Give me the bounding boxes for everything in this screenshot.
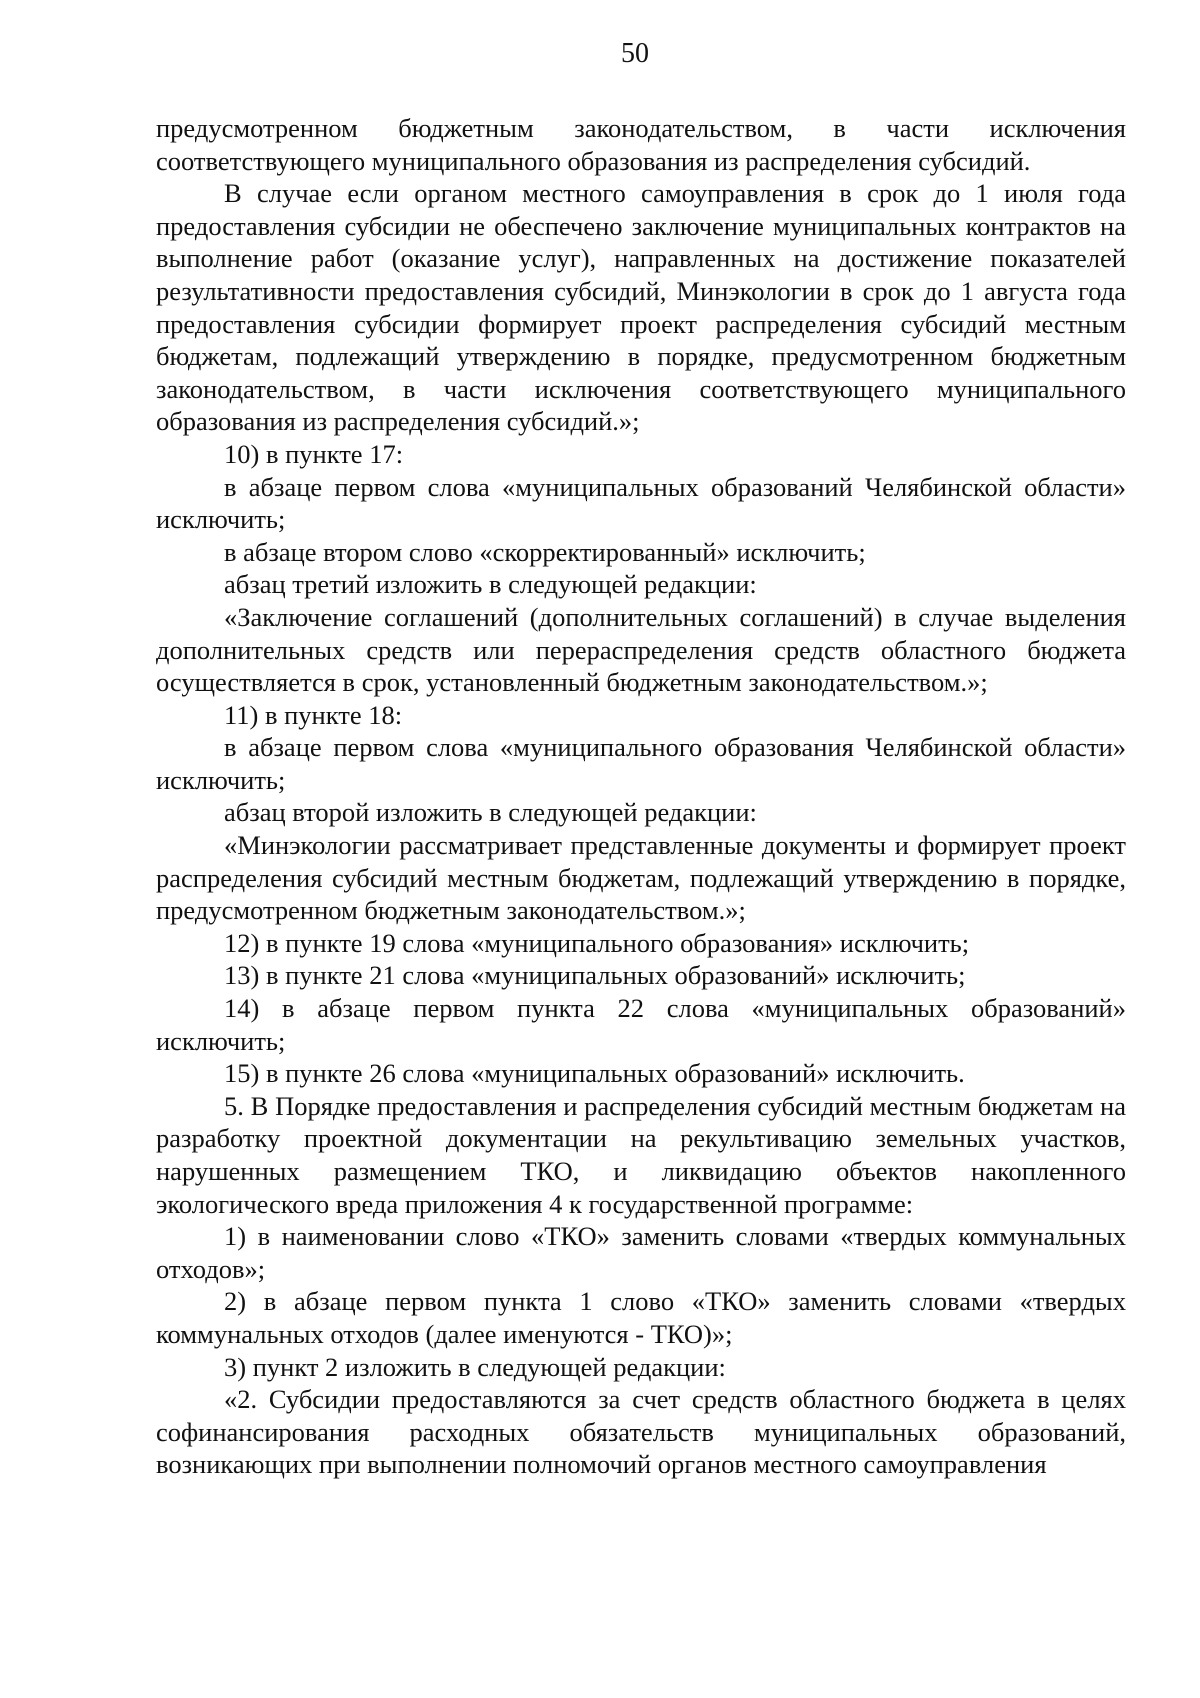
paragraph: 10) в пункте 17: xyxy=(224,438,404,469)
paragraph: 11) в пункте 18: xyxy=(224,699,403,730)
paragraph: 13) в пункте 21 слова «муниципальных образований» исключить; xyxy=(224,960,966,991)
paragraph: в абзаце первом слова «муниципального образования Челябинской области» исключить; xyxy=(156,732,1126,795)
paragraph: В случае если органом местного самоуправления в срок до 1 июля года предоставления субсидии не обеспечено заключение муниципальных контрактов на выполнение работ (оказание услуг), направленных на достижение показателей результативности предоставления субсидий, Минэкологии в срок до 1 августа года предоставления субсидии формирует проект распределения субсидий местным бюджетам, подлежащий утверждению в порядке, предусмотренном бюджетным законодательством, в части исключения соответствующего муниципального образования из распределения субсидий.»; xyxy=(156,178,1126,437)
paragraph: 3) пункт 2 изложить в следующей редакции: xyxy=(224,1351,726,1382)
paragraph: «Заключение соглашений (дополнительных соглашений) в случае выделения дополнительных средств или перераспределения средств областного бюджета осуществляется в срок, установленный бюджетным законодательством.»; xyxy=(156,601,1126,698)
paragraph: предусмотренном бюджетным законодательством, в части исключения соответствующего муниципального образования из распределения субсидий. xyxy=(156,113,1126,176)
paragraph: «2. Субсидии предоставляются за счет средств областного бюджета в целях софинансирования расходных обязательств муниципальных образований, возникающих при выполнении полномочий органов местного самоуправления xyxy=(156,1384,1126,1480)
paragraph: в абзаце втором слово «скорректированный» исключить; xyxy=(224,536,866,567)
paragraph: «Минэкологии рассматривает представленные документы и формирует проект распределения субсидий местным бюджетам, подлежащий утверждению в порядке, предусмотренном бюджетным законодательством.»; xyxy=(156,830,1126,926)
document-body xyxy=(156,112,1126,1481)
paragraph: 15) в пункте 26 слова «муниципальных образований» исключить. xyxy=(224,1058,965,1089)
paragraph: абзац третий изложить в следующей редакции: xyxy=(224,569,757,600)
page-number: 50 xyxy=(621,38,649,69)
paragraph: 2) в абзаце первом пункта 1 слово «ТКО» заменить словами «твердых коммунальных отходов (далее именуются - ТКО)»; xyxy=(156,1286,1126,1349)
paragraph: 14) в абзаце первом пункта 22 слова «муниципальных образований» исключить; xyxy=(156,993,1126,1056)
paragraph: в абзаце первом слова «муниципальных образований Челябинской области» исключить; xyxy=(156,471,1126,535)
paragraph: абзац второй изложить в следующей редакции: xyxy=(224,797,757,828)
paragraph: 5. В Порядке предоставления и распределения субсидий местным бюджетам на разработку проектной документации на рекультивацию земельных участков, нарушенных размещением ТКО, и ликвидацию объектов накопленного экологического вреда приложения 4 к государственной программе: xyxy=(156,1090,1126,1219)
paragraph: 1) в наименовании слово «ТКО» заменить словами «твердых коммунальных отходов»; xyxy=(156,1221,1126,1284)
paragraph: 12) в пункте 19 слова «муниципального образования» исключить; xyxy=(224,927,970,958)
